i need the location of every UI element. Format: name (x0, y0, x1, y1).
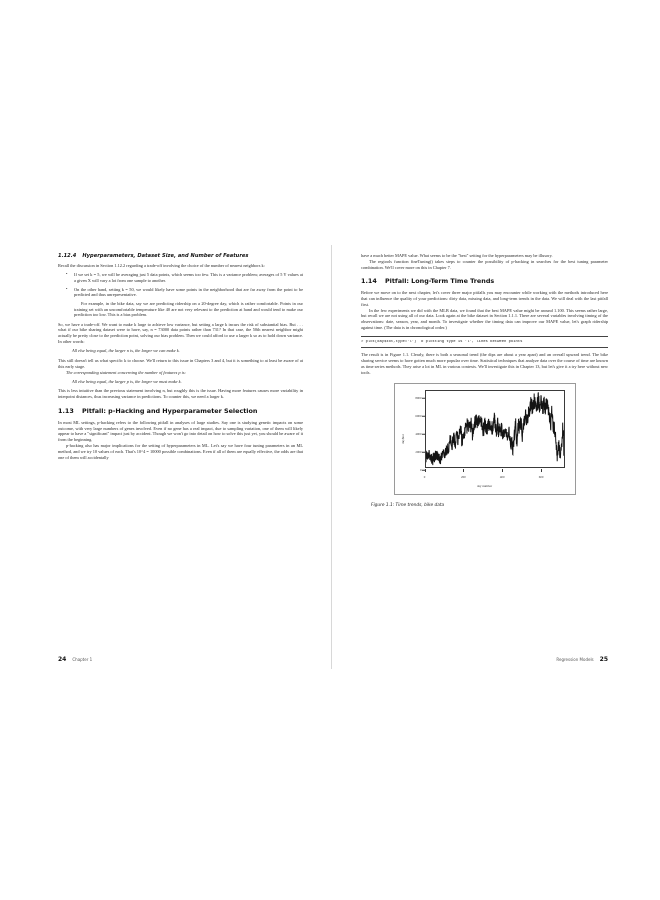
paragraph-carryover: have a much better MAPE value. What seems to be the "best" setting for the hyperparameters may be illusory. (361, 253, 553, 258)
x-tick-label: 400 (499, 474, 505, 479)
list-item (74, 272, 303, 284)
paragraph-2: In the few experiments we did with the MLB data, we found that the best MAPE value might be around 1.100. This seems rather large, but recall we are not using all of our data. Look again at the bike dataset in Section 1.1.1. There are several variables involving timing of the observations: date, season, year, and month. To investigate whether the timing data can improve our MAPE value, let's graph ridership against time. (The data is in chronological order.) (361, 307, 608, 331)
y-tick-mark (422, 398, 425, 399)
y-tick-label: 4000 (415, 432, 422, 437)
figure-1-1 (361, 383, 608, 508)
list-item (74, 287, 303, 319)
left-page-footer (58, 656, 92, 663)
right-page (331, 243, 660, 671)
x-tick-mark (425, 469, 426, 472)
time-series-svg (426, 391, 564, 467)
bullet-list (58, 272, 303, 318)
left-page (0, 243, 331, 671)
paragraph-tradeoff: So, we have a trade-off. We want to make k large to achieve low variance, but setting a large k incurs the risk of substantial bias. But . . . what if our bike sharing dataset were to have, say, n = 73000 data points rather than 731? In that case, the 50th nearest neighbor might actually be pretty close to the prediction point, solving our bias problem. Then we could afford to use a larger k so as to hold down variance. In other words: (58, 321, 303, 345)
paragraph-p-hacking-2: p-hacking also has major implications for the setting of hyperparameters in ML. Let's say we have four tuning parameters in an ML method, and we try 10 values of each. That's 10^4 = 10000 possible combinations. Even if all of them are equally effective, the odds are that one of them will accidentally (58, 443, 303, 460)
bullet-subparagraph: For example, in the bike data, say we are predicting ridership on a 20-degree day, which is rather comfortable. Points in our training set with an uncomfortable temperature like 40 are not very relevant to the prediction at hand and would tend to make our prediction too low. This is a bias problem. (74, 300, 303, 318)
section-heading-1-12-4 (58, 253, 303, 259)
y-axis-label: day$tot (400, 433, 405, 444)
section-number: 1.13 (58, 407, 74, 416)
plot-container (394, 383, 576, 495)
section-number: 1.12.4 (58, 253, 77, 259)
paragraph-claim-lead: The corresponding statement concerning the number of features p is: (66, 369, 186, 375)
y-tick-label: 8000 (415, 396, 422, 401)
section-title: Pitfall: Long-Term Time Trends (385, 277, 495, 286)
paragraph-1: Before we move on to the next chapter, let's cover three major pitfalls you may encounter while working with the methods introduced here that can influence the quality of your predictions: dirty data, missing data, and long-term trends in the data. We will deal with the last pitfall first. (361, 290, 608, 307)
x-tick-label: 0 (423, 474, 426, 479)
x-tick-label: 200 (461, 474, 466, 479)
y-tick-mark (422, 416, 425, 417)
page-number: 24 (58, 656, 67, 663)
y-tick-label: 2000 (415, 449, 422, 454)
bullet-text: If we set k = 5, we will be averaging just 5 data points, which seems too few. This is a variance problem; averages of 5 Y values at a given X will vary a lot from one sample to another. (74, 271, 303, 283)
section-title: Hyperparameters, Dataset Size, and Number of Features (82, 253, 249, 259)
y-tick-mark (422, 452, 425, 453)
y-tick-label: 6000 (415, 414, 422, 419)
paragraph-after-claim-2: This is less intuitive than the previous statement involving n, but roughly this is the issue. Having more features causes more variability in interpoint distances, thus increasing variance in predictions. To counter this, we need a larger k. (58, 388, 303, 400)
section-title: Pitfall: p-Hacking and Hyperparameter Selection (82, 407, 258, 416)
claim-statement-2: All else being equal, the larger p is, the larger we must make k. (72, 378, 182, 384)
paragraph-carryover-2: The regtools function fineTuning() takes steps to counter the possibility of p-hacking in searches for the best tuning parameter combination. We'll cover more on this in Chapter 7. (361, 258, 608, 270)
running-head: Regression Models (556, 657, 594, 662)
section-number: 1.14 (361, 277, 377, 286)
x-tick-mark (463, 469, 464, 472)
figure-caption: Figure 1.1: Time trends, bike data (371, 502, 445, 508)
x-tick-mark (502, 469, 503, 472)
book-spread (0, 243, 660, 671)
page-number: 25 (599, 656, 608, 663)
x-axis-label: day number (476, 484, 493, 489)
paragraph-after-claim-1: This still doesn't tell us what specific k to choose. We'll return to this issue in Chapters 3 and 4, but it is something to at least be aware of at this early stage. (58, 357, 303, 369)
y-tick-mark (422, 434, 425, 435)
paragraph-intro: Recall the discussion in Section 1.12.2 regarding a trade-off involving the choice of the number of nearest neighbors k: (58, 262, 265, 268)
code-block (361, 336, 608, 348)
x-tick-label: 600 (538, 474, 544, 479)
section-heading-1-14 (361, 278, 608, 286)
y-tick-label: 0 (419, 467, 422, 472)
claim-statement-1: All else being equal, the larger n is, the larger we can make k. (72, 348, 180, 354)
code-line: > plot(day$tot,type='l') # plotting type is 'l', lines between points (361, 339, 523, 344)
paragraph-3: The result is in Figure 1.1. Clearly, there is both a seasonal trend (the dips are about a year apart) and an overall upward trend. The bike sharing service seems to have gotten much more popular over time. Statistical techniques that analyze data over the course of time are known as time series methods. They arise a lot in ML in various contexts. We'll investigate this in Chapter 13, but let's give it a try here without new tools. (361, 352, 608, 375)
paragraph-p-hacking-1: In most ML settings, p-hacking refers to the following pitfall in analyses of large studies. Say one is studying genetic impacts on some outcome, with very large numbers of genes involved. Even if no gene has a real impact, due to sampling variation, one of them will likely appear to have a "significant" impact just by accident. Though we won't go into detail on how to solve this just yet, you should be aware of it from the beginning. (58, 419, 303, 443)
section-heading-1-13 (58, 408, 303, 416)
bullet-text: On the other hand, setting k = 50, we would likely have some points in the neighborhood that are far away from the point to be predicted and thus unrepresentative. (74, 286, 303, 298)
right-page-footer (556, 656, 608, 663)
plot-area (425, 390, 565, 468)
running-head: Chapter 1 (72, 657, 93, 662)
x-tick-mark (541, 469, 542, 472)
